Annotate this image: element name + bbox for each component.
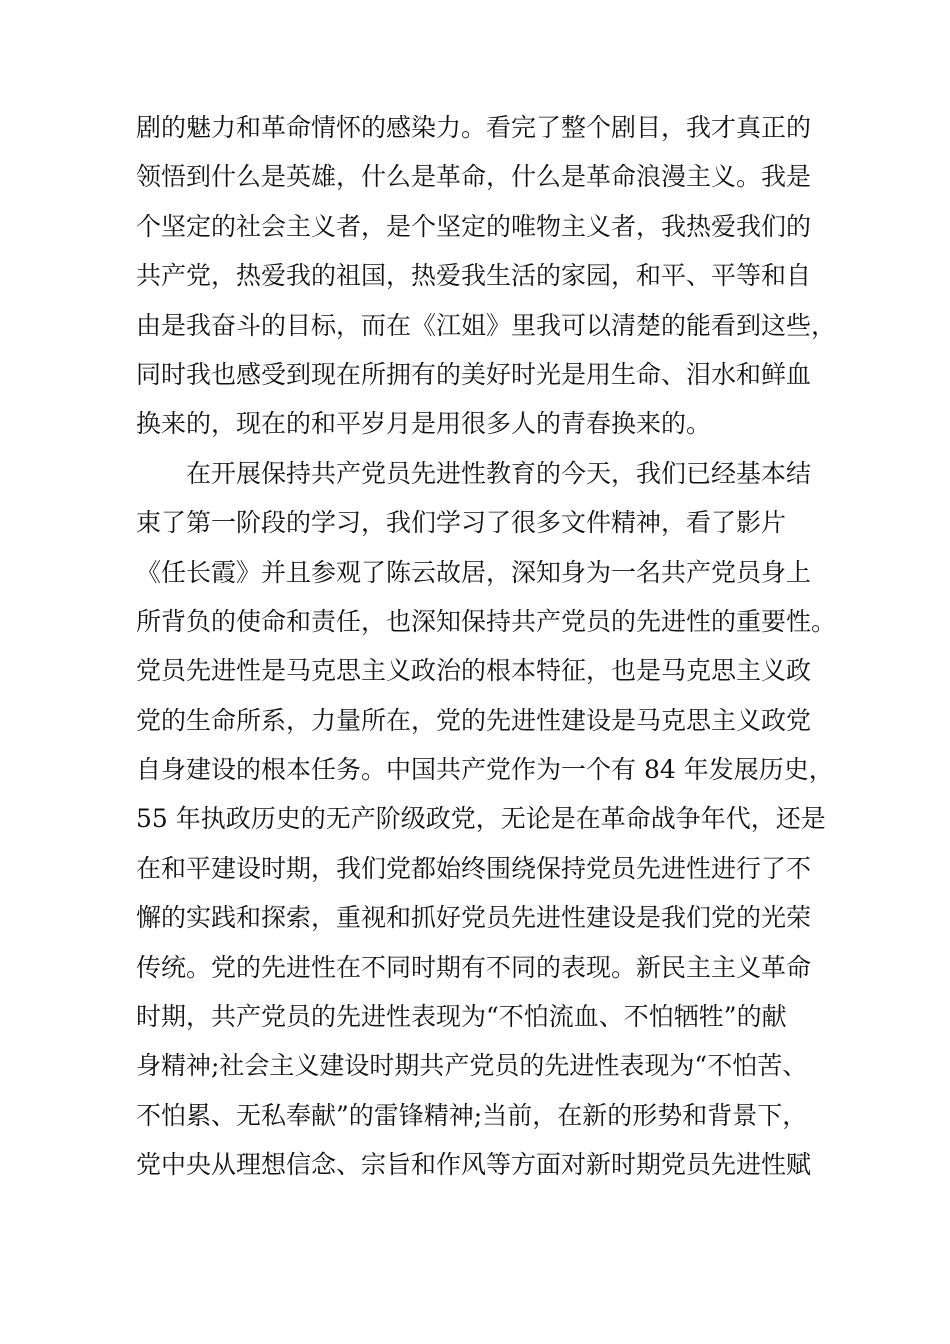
- text-line: 身精神;社会主义建设时期共产党员的先进性表现为“不怕苦、: [136, 1051, 808, 1081]
- text-line: 剧的魅力和革命情怀的感染力。看完了整个剧目，我才真正的: [136, 113, 812, 142]
- text-line: 党的生命所系，力量所在，党的先进性建设是马克思主义政党: [136, 705, 812, 735]
- text-line: 自身建设的根本任务。中国共产党作为一个有 84 年发展历史，: [136, 755, 834, 785]
- text-line: 55 年执政历史的无产阶级政党，无论是在革命战争年代，还是: [136, 804, 826, 834]
- text-line: 共产党，热爱我的祖国，热爱我生活的家园，和平、平等和自: [136, 261, 812, 291]
- text-line: 个坚定的社会主义者，是个坚定的唯物主义者，我热爱我们的: [136, 211, 812, 241]
- text-line: 不怕累、无私奉献”的雷锋精神;当前，在新的形势和背景下，: [136, 1100, 808, 1130]
- text-line: 党员先进性是马克思主义政治的根本特征，也是马克思主义政: [136, 656, 812, 686]
- paragraph: [136, 103, 856, 449]
- text-line: 党中央从理想信念、宗旨和作风等方面对新时期党员先进性赋: [136, 1150, 812, 1180]
- text-line: 换来的，现在的和平岁月是用很多人的青春换来的。: [136, 409, 712, 439]
- paragraph: [136, 449, 856, 1190]
- text-line: 时期，共产党员的先进性表现为“不怕流血、不怕牺牲”的献: [136, 1002, 787, 1032]
- text-line: 《任长霞》并且参观了陈云故居，深知身为一名共产党员身上: [136, 557, 812, 587]
- text-line: 传统。党的先进性在不同时期有不同的表现。新民主主义革命: [136, 952, 812, 982]
- text-line: 在开展保持共产党员先进性教育的今天，我们已经基本结: [186, 458, 812, 488]
- text-line: 所背负的使命和责任，也深知保持共产党员的先进性的重要性。: [136, 606, 837, 636]
- body-text: [136, 103, 856, 1190]
- text-line: 在和平建设时期，我们党都始终围绕保持党员先进性进行了不: [136, 853, 812, 883]
- text-line: 束了第一阶段的学习，我们学习了很多文件精神，看了影片: [136, 508, 787, 538]
- text-line: 由是我奋斗的目标，而在《江姐》里我可以清楚的能看到这些，: [136, 310, 837, 340]
- text-line: 同时我也感受到现在所拥有的美好时光是用生命、泪水和鲜血: [136, 359, 812, 389]
- text-line: 懈的实践和探索，重视和抓好党员先进性建设是我们党的光荣: [136, 903, 812, 933]
- text-line: 领悟到什么是英雄，什么是革命，什么是革命浪漫主义。我是: [136, 162, 812, 192]
